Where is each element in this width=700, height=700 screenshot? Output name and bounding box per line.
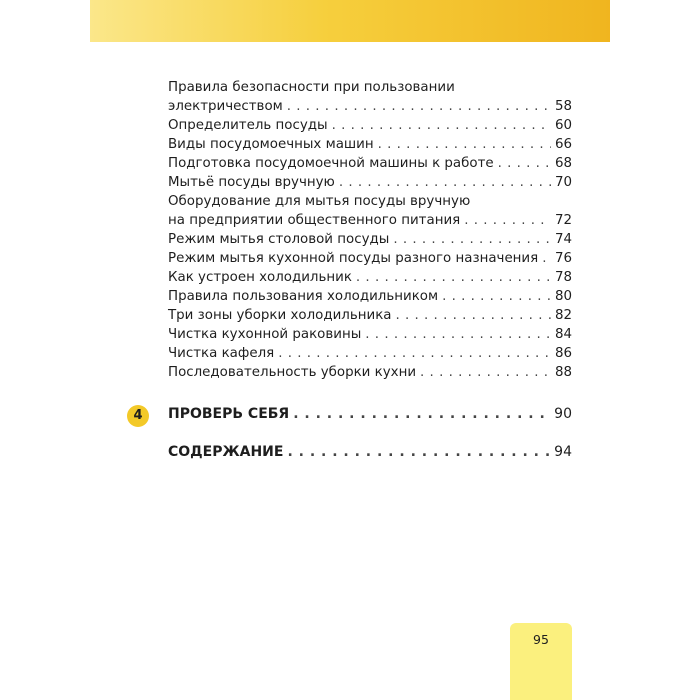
toc-entry[interactable] — [168, 116, 572, 135]
toc-entry-title: Последовательность уборки кухни — [168, 365, 417, 380]
table-of-contents — [168, 78, 572, 382]
toc-entry-title: Как устроен холодильник — [168, 270, 352, 285]
toc-entry-title: Виды посудомоечных машин — [168, 137, 374, 152]
toc-entry[interactable] — [168, 154, 572, 173]
toc-entry-title: Режим мытья столовой посуды — [168, 232, 390, 247]
dot-leader — [365, 325, 551, 344]
toc-entry[interactable] — [168, 344, 572, 363]
toc-entry-title: электричеством — [168, 99, 283, 114]
dot-leader — [278, 344, 551, 363]
toc-entry-page: 74 — [554, 232, 572, 247]
toc-section-page: 90 — [554, 406, 572, 422]
toc-entry[interactable] — [168, 268, 572, 287]
toc-entry-title: Подготовка посудомоечной машины к работе — [168, 156, 494, 171]
dot-leader — [287, 97, 551, 116]
toc-entry-title: Мытьё посуды вручную — [168, 175, 335, 190]
dot-leader — [542, 249, 551, 268]
toc-section-page: 94 — [554, 444, 572, 460]
toc-entry[interactable] — [168, 249, 572, 268]
dot-leader — [287, 444, 550, 460]
chapter-number-badge: 4 — [127, 405, 149, 427]
toc-entry-title: на предприятии общественного питания — [168, 213, 461, 228]
toc-entry[interactable] — [168, 287, 572, 306]
dot-leader — [464, 211, 551, 230]
toc-entry-page: 66 — [554, 137, 572, 152]
toc-entry-page: 72 — [554, 213, 572, 228]
toc-entry[interactable] — [168, 135, 572, 154]
dot-leader — [498, 154, 551, 173]
dot-leader — [393, 230, 551, 249]
dot-leader — [420, 363, 551, 382]
toc-entry-page: 88 — [554, 365, 572, 380]
page-number-tab — [510, 623, 572, 700]
toc-entry-page: 60 — [554, 118, 572, 133]
toc-entry[interactable] — [168, 363, 572, 382]
toc-entry-page: 86 — [554, 346, 572, 361]
toc-entry[interactable] — [168, 306, 572, 325]
toc-entry[interactable] — [168, 173, 572, 192]
toc-entry-title: Чистка кафеля — [168, 346, 275, 361]
dot-leader — [332, 116, 551, 135]
dot-leader — [356, 268, 551, 287]
toc-entry-title: Три зоны уборки холодильника — [168, 308, 392, 323]
dot-leader — [442, 287, 551, 306]
toc-entry-title-line1: Правила безопасности при пользовании — [168, 80, 455, 95]
dot-leader — [378, 135, 551, 154]
toc-entry[interactable] — [168, 325, 572, 344]
toc-entry-page: 76 — [554, 251, 572, 266]
toc-entry[interactable] — [168, 230, 572, 249]
toc-section-title: ПРОВЕРЬ СЕБЯ — [168, 406, 290, 422]
dot-leader — [396, 306, 551, 325]
toc-entry[interactable] — [168, 78, 572, 116]
page-number: 95 — [533, 632, 549, 647]
toc-entry[interactable] — [168, 192, 572, 230]
toc-entry-title: Определитель посуды — [168, 118, 328, 133]
toc-entry-page: 82 — [554, 308, 572, 323]
toc-entry-page: 70 — [554, 175, 572, 190]
toc-entry-title-line1: Оборудование для мытья посуды вручную — [168, 194, 471, 209]
dot-leader — [293, 406, 550, 422]
toc-entry-page: 80 — [554, 289, 572, 304]
toc-section-contents[interactable] — [168, 444, 572, 460]
toc-section-check-yourself[interactable] — [168, 406, 572, 422]
toc-entry-title: Правила пользования холодильником — [168, 289, 439, 304]
toc-entry-page: 68 — [554, 156, 572, 171]
dot-leader — [339, 173, 551, 192]
toc-entry-title: Режим мытья кухонной посуды разного назначения — [168, 251, 539, 266]
header-color-band — [90, 0, 610, 42]
toc-section-title: СОДЕРЖАНИЕ — [168, 444, 284, 460]
toc-entry-title: Чистка кухонной раковины — [168, 327, 362, 342]
toc-entry-page: 84 — [554, 327, 572, 342]
toc-entry-page: 58 — [554, 99, 572, 114]
toc-entry-page: 78 — [554, 270, 572, 285]
